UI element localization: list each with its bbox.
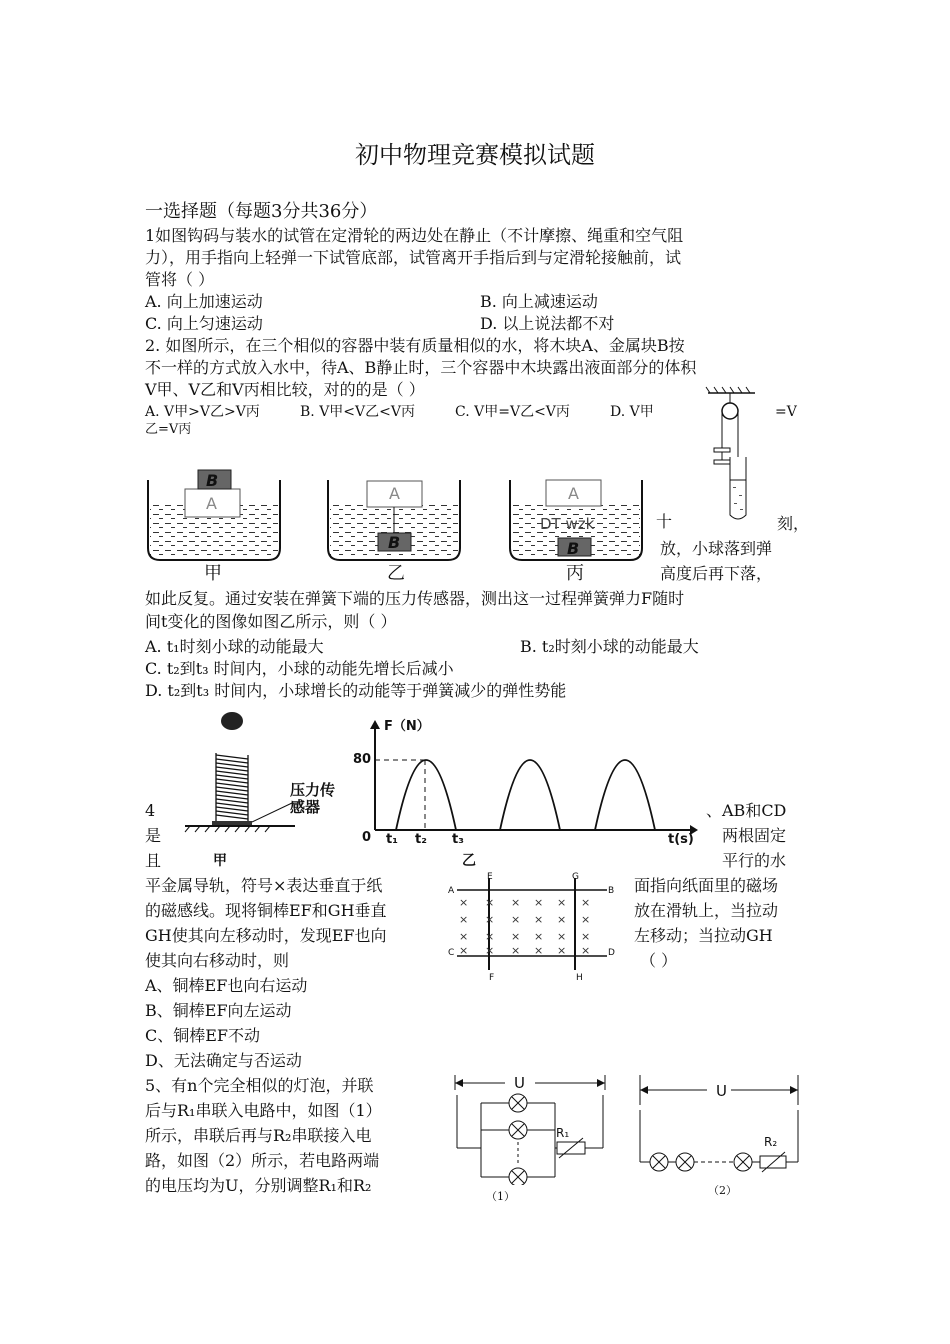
sensor-label: 压力传 [290,781,336,799]
q3-option-c: C. t₂到t₃ 时间内，小球的动能先增长后减小 [145,659,454,678]
field-cross-icon: × [459,944,469,957]
rail-label-c: C [448,948,455,958]
fig-caption-yi: 乙 [462,853,476,869]
q2-option-d-line2: 乙=V丙 [145,422,192,437]
rail-figure [445,868,620,983]
field-cross-icon: × [485,913,495,926]
q2-option-a: A. V甲>V乙>V丙 [145,404,260,420]
q3-side-fragment: 刻， [777,514,810,533]
rail-label-d: D [608,948,615,958]
block-b-label: B [567,539,580,558]
rail-label-b: B [608,886,615,896]
q4-right-line: 平行的水 [722,851,787,870]
page-title: 初中物理竞赛模拟试题 [355,141,595,169]
q4-left-line: 平金属导轨，符号×表达垂直于纸 [145,876,383,895]
q1-option-c: C. 向上匀速运动 [145,314,263,333]
field-cross-icon: × [581,896,591,909]
q2-option-c: C. V甲=V乙<V丙 [455,404,570,420]
q1-option-a: A. 向上加速运动 [145,292,263,311]
field-cross-icon: × [557,896,567,909]
q2-option-d-tail: =V [775,404,797,420]
q5-line: 5、有n个完全相似的灯泡，并联 [145,1076,374,1095]
field-cross-icon: × [534,944,544,957]
rail-label-e: E [487,872,493,882]
q3-option-d: D. t₂到t₃ 时间内，小球增长的动能等于弹簧减少的弹性势能 [145,681,567,700]
q3-side-fragment: 放，小球落到弹 [660,539,773,558]
chart-t3: t₃ [452,832,464,847]
q1-line: 1如图钩码与装水的试管在定滑轮的两边处在静止（不计摩擦、绳重和空气阻 [145,226,684,245]
q5-line: 的电压均为U，分别调整R₁和R₂ [145,1176,372,1195]
force-pulse-1 [396,760,456,830]
block-b-label: B [206,471,219,490]
q4-option-d: D、无法确定与否运动 [145,1051,302,1070]
watermark: DT wzk [540,515,595,533]
field-cross-icon: × [557,944,567,957]
field-cross-icon: × [511,930,521,943]
block-a-label: A [206,494,217,513]
chart-t2: t₂ [415,832,427,847]
q4-option-b: B、铜棒EF向左运动 [145,1001,292,1020]
block-b-label: B [388,533,401,552]
container-label-bing: 丙 [566,563,584,584]
field-cross-icon: × [485,930,495,943]
field-cross-icon: × [459,930,469,943]
force-pulse-2 [500,760,560,830]
q4-option-a: A、铜棒EF也向右运动 [145,976,308,995]
q1-option-b: B. 向上减速运动 [480,292,598,311]
circuit1-u-label: U [514,1074,525,1092]
q3-line: 间t变化的图像如图乙所示，则（ ） [145,612,397,631]
circuit2-u-label: U [716,1082,727,1100]
field-cross-icon: × [511,896,521,909]
q3-side-fragment: 高度后再下落， [660,564,773,583]
circuit2-caption: （2） [708,1184,737,1197]
q4-left-line: 是 [145,826,162,845]
chart-ylabel: F（N） [384,719,430,734]
field-cross-icon: × [485,896,495,909]
rail-label-g: G [572,872,579,882]
rail-label-f: F [489,973,495,983]
q3-fragment: 十 [656,512,673,531]
q1-line: 力），用手指向上轻弹一下试管底部，试管离开手指后到与定滑轮接触前，试 [145,248,682,267]
q1-option-d: D. 以上说法都不对 [480,314,615,333]
q2-line: 不一样的方式放入水中，待A、B静止时，三个容器中木块露出液面部分的体积 [145,358,697,377]
pulley-figure [700,385,770,530]
field-cross-icon: × [511,944,521,957]
field-cross-icon: × [534,896,544,909]
q5-line: 路，如图（2）所示，若电路两端 [145,1151,380,1170]
q4-right-line: 左移动；当拉动GH [634,926,773,945]
q3-line: 如此反复。通过安装在弹簧下端的压力传感器，测出这一过程弹簧弹力F随时 [145,589,685,608]
spring-figure [180,705,350,840]
q4-left-line: 且 [145,851,162,870]
q2-line: 2. 如图所示，在三个相似的容器中装有质量相似的水，将木块A、金属块B按 [145,336,685,355]
field-cross-icon: × [459,913,469,926]
q2-option-d: D. V甲 [610,404,654,420]
chart-xlabel: t(s) [668,832,694,847]
q4-left-line: 的磁感线。现将铜棒EF和GH垂直 [145,901,387,920]
block-a-label: A [389,484,400,503]
field-cross-icon: × [485,944,495,957]
field-cross-icon: × [557,930,567,943]
field-cross-icon: × [581,944,591,957]
q5-line: 所示，串联后再与R₂串联接入电 [145,1126,372,1145]
container-label-yi: 乙 [387,563,405,584]
section-heading: 一选择题（每题3分共36分） [145,201,378,222]
field-cross-icon: × [581,930,591,943]
q3-option-b: B. t₂时刻小球的动能最大 [520,637,699,656]
q2-option-b: B. V甲<V乙<V丙 [300,404,415,420]
chart-y-tick: 80 [353,752,372,767]
circuit-figure-1 [445,1070,610,1185]
q1-line: 管将（ ） [145,270,215,289]
field-cross-icon: × [511,913,521,926]
q2-line: V甲、V乙和V丙相比较，对的的是（ ） [145,380,425,399]
q4-right-line: 面指向纸面里的磁场 [634,876,779,895]
field-cross-icon: × [581,913,591,926]
circuit2-r-label: R₂ [764,1135,778,1149]
q4-right-line: 放在滑轨上，当拉动 [634,901,779,920]
q4-option-c: C、铜棒EF不动 [145,1026,261,1045]
q4-right-line: （ ） [640,951,678,970]
q4-left-line: 使其向右移动时，则 [145,951,290,970]
q4-right-line: 、AB和CD [706,801,787,820]
q4-left-line: 4 [145,801,156,820]
circuit1-r-label: R₁ [556,1126,570,1140]
fig-caption-jia: 甲 [213,853,227,869]
q5-line: 后与R₁串联入电路中，如图（1） [145,1101,382,1120]
field-cross-icon: × [534,930,544,943]
container-label-jia: 甲 [204,563,222,584]
chart-t1: t₁ [386,832,398,847]
field-cross-icon: × [534,913,544,926]
q4-left-line: GH使其向左移动时，发现EF也向 [145,926,387,945]
block-a-label: A [568,484,579,503]
chart-origin: 0 [362,830,372,845]
circuit1-caption: （1） [486,1190,515,1203]
rail-label-a: A [448,886,455,896]
q3-option-a: A. t₁时刻小球的动能最大 [145,637,324,656]
field-cross-icon: × [557,913,567,926]
force-pulse-3 [595,760,655,830]
sensor-label: 感器 [290,798,321,816]
rail-label-h: H [576,973,583,983]
q4-right-line: 两根固定 [722,826,787,845]
field-cross-icon: × [459,896,469,909]
